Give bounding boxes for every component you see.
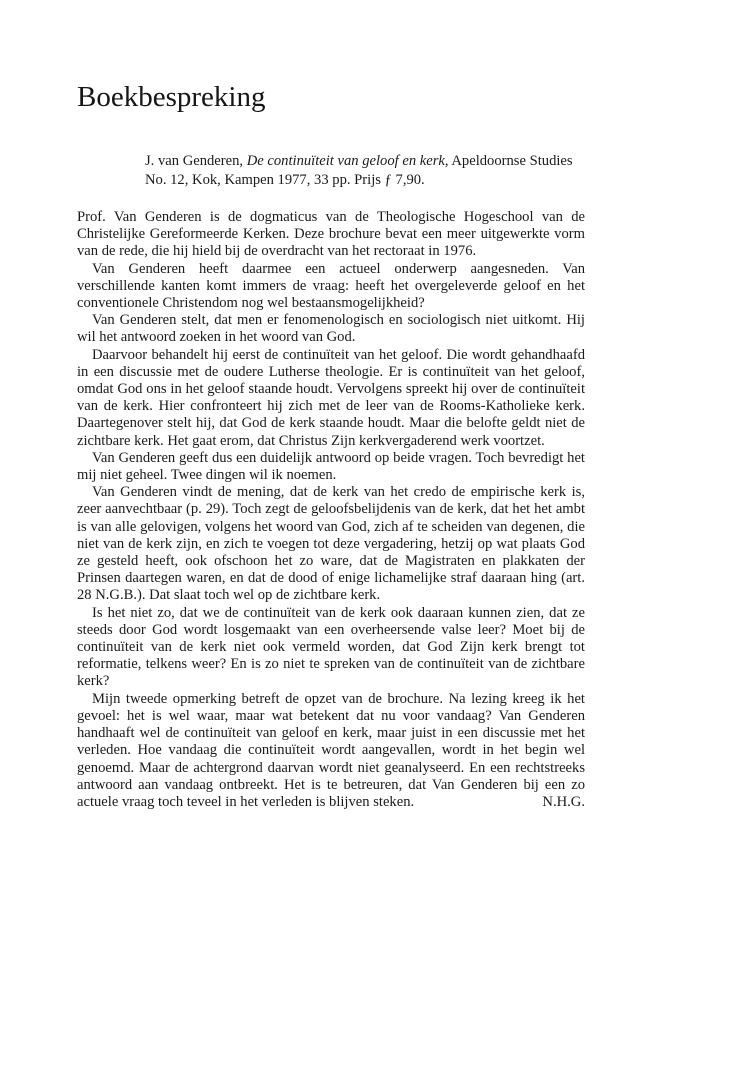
review-paragraph: Prof. Van Genderen is de dogmaticus van de Theologische Hogeschool van de Christelijke Gereformeerde Kerken. Deze brochure bevat een meer uitgewerkte vorm van de rede, die hij hield bij de overdracht van het rectoraat in 1976. xyxy=(77,209,585,260)
review-body xyxy=(77,209,585,811)
page-title: Boekbespreking xyxy=(77,81,266,113)
citation-author: J. van Genderen, xyxy=(145,153,247,169)
review-paragraph: Van Genderen vindt de mening, dat de kerk van het credo de empirische kerk is, zeer aanvechtbaar (p. 29). Toch zegt de geloofsbelijdenis van de kerk, dat het het ambt is van alle gelovigen, volgens het woord van God, zich af te scheiden van degenen, die niet van de kerk zijn, en zich te voegen tot deze vergadering, hetzij op wat plaats God ze gesteld heeft, ook ofschoon het zo ware, dat de Magistraten en plakkaten der Prinsen daartegen waren, en dat de dood of enige lichamelijke straf daaraan hing (art. 28 N.G.B.). Dat slaat toch wel op de zichtbare kerk. xyxy=(77,484,585,604)
review-paragraph: Van Genderen geeft dus een duidelijk antwoord op beide vragen. Toch bevredigt het mij niet geheel. Twee dingen wil ik noemen. xyxy=(77,449,585,484)
citation-title: De continuïteit van geloof en kerk xyxy=(246,153,445,169)
review-paragraph-final xyxy=(77,691,585,811)
reviewer-signature: N.H.G. xyxy=(542,793,585,810)
review-paragraph: Van Genderen stelt, dat men er fenomenologisch en sociologisch niet uitkomt. Hij wil het antwoord zoeken in het woord van God. xyxy=(77,312,585,346)
review-paragraph: Van Genderen heeft daarmee een actueel onderwerp aangesneden. Van verschillende kanten komt immers de vraag: heeft het overgeleverde geloof en het conventionele Christendom nog wel bestaansmogelijkheid? xyxy=(77,260,585,312)
book-citation xyxy=(145,152,585,190)
review-paragraph: Daarvoor behandelt hij eerst de continuïteit van het geloof. Die wordt gehandhaafd in een discussie met de oudere Lutherse theologie. Er is continuïteit van het geloof, omdat God ons in het geloof staande houdt. Vervolgens spreekt hij over de continuïteit van de kerk. Hier confronteert hij zich met de leer van de Rooms-Katholieke kerk. Daartegenover stelt hij, dat God de kerk staande houdt. Maar die belofte geldt niet de zichtbare kerk. Het gaat erom, dat Christus Zijn kerkvergaderend werk voortzet. xyxy=(77,346,585,449)
final-paragraph-text: Mijn tweede opmerking betreft de opzet van de brochure. Na lezing kreeg ik het gevoel: het is wel waar, maar wat betekent dat nu voor vandaag? Van Genderen handhaaft wel de continuïteit van geloof en kerk, maar juist in een discussie met het verleden. Hoe vandaag die continuïteit wordt aangevallen, wordt in het begin wel genoemd. Maar de achtergrond daarvan wordt niet geanalyseerd. En een rechtstreeks antwoord aan vandaag ontbreekt. Het is te betreuren, dat Van Genderen bij een zo actuele vraag toch teveel in het verleden is blijven steken. xyxy=(77,690,585,810)
citation-details: , Apeldoornse Studies No. 12, Kok, Kampen 1977, 33 pp. Prijs ƒ 7,90. xyxy=(145,153,573,188)
review-paragraph: Is het niet zo, dat we de continuïteit van de kerk ook daaraan kunnen zien, dat ze steeds door God wordt losgemaakt van een overheersende valse leer? Moet bij de continuïteit van de kerk niet ook vermeld worden, dat God Zijn kerk brengt tot reformatie, telkens weer? En is zo niet te spreken van de continuïteit van de zichtbare kerk? xyxy=(77,604,585,690)
